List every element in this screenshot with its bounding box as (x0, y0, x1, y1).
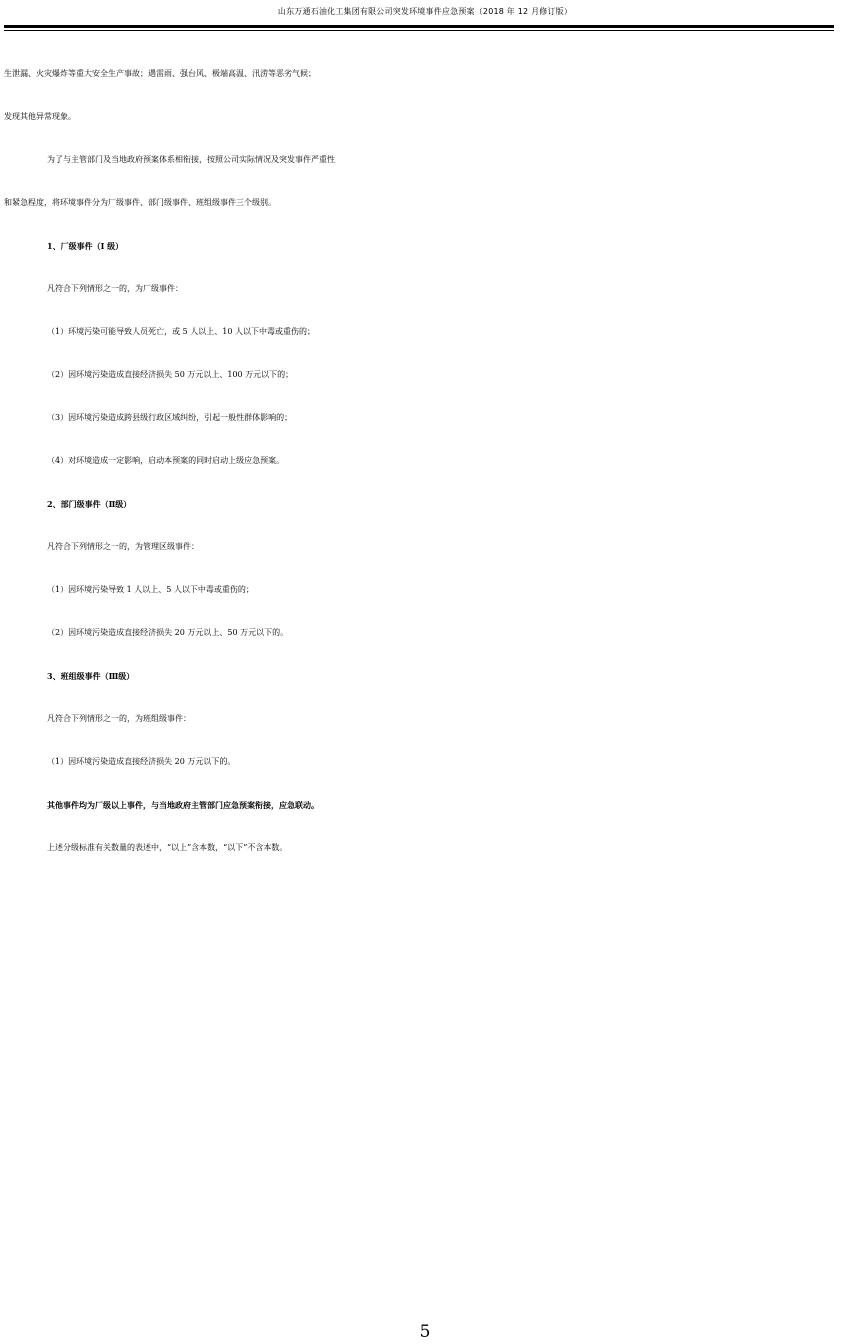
criteria-item: （1）因环境污染导致 1 人以上、5 人以下中毒或重伤的； (47, 585, 254, 594)
criteria-item: （1）环境污染可能导致人员死亡，或 5 人以上、10 人以下中毒或重伤的； (47, 327, 315, 336)
emphasis-statement: 其他事件均为厂级以上事件，与当地政府主管部门应急预案衔接，应急联动。 (47, 800, 319, 810)
body-line: 发现其他异常现象。 (4, 112, 76, 121)
paragraph-line: 为了与主管部门及当地政府预案体系相衔接，按照公司实际情况及突发事件严重性 (47, 155, 335, 164)
page-number: 5 (419, 1322, 431, 1342)
page-header: 山东万通石油化工集团有限公司突发环境事件应急预案（2018 年 12 月修订版） (277, 7, 573, 16)
section-heading-level-1: 1、厂级事件（I 级） (47, 241, 124, 251)
note-line: 上述分级标准有关数量的表述中，“以上”含本数，“以下”不含本数。 (47, 843, 288, 852)
section-heading-level-2: 2、部门级事件（Ⅱ级） (47, 499, 132, 509)
criteria-intro: 凡符合下列情形之一的，为班组级事件： (47, 714, 191, 723)
section-heading-level-3: 3、班组级事件（Ⅲ级） (47, 671, 135, 681)
criteria-item: （2）因环境污染造成直接经济损失 50 万元以上、100 万元以下的； (47, 370, 294, 379)
criteria-item: （3）因环境污染造成跨县级行政区域纠纷，引起一般性群体影响的； (47, 413, 293, 422)
body-line: 生泄漏、火灾爆炸等重大安全生产事故；遇雷雨、强台风、极端高温、汛涝等恶劣气候； (4, 69, 316, 78)
body-line: 和紧急程度，将环境事件分为厂级事件、部门级事件、班组级事件三个级别。 (4, 198, 276, 207)
criteria-item: （4）对环境造成一定影响，启动本预案的同时启动上级应急预案。 (47, 456, 285, 465)
criteria-item: （2）因环境污染造成直接经济损失 20 万元以上、50 万元以下的。 (47, 628, 289, 637)
criteria-intro: 凡符合下列情形之一的，为管理区级事件： (47, 542, 199, 551)
criteria-intro: 凡符合下列情形之一的，为厂级事件： (47, 284, 183, 293)
header-rule-thick (4, 25, 834, 28)
criteria-item: （1）因环境污染造成直接经济损失 20 万元以下的。 (47, 757, 236, 766)
header-rule-thin (4, 30, 834, 31)
